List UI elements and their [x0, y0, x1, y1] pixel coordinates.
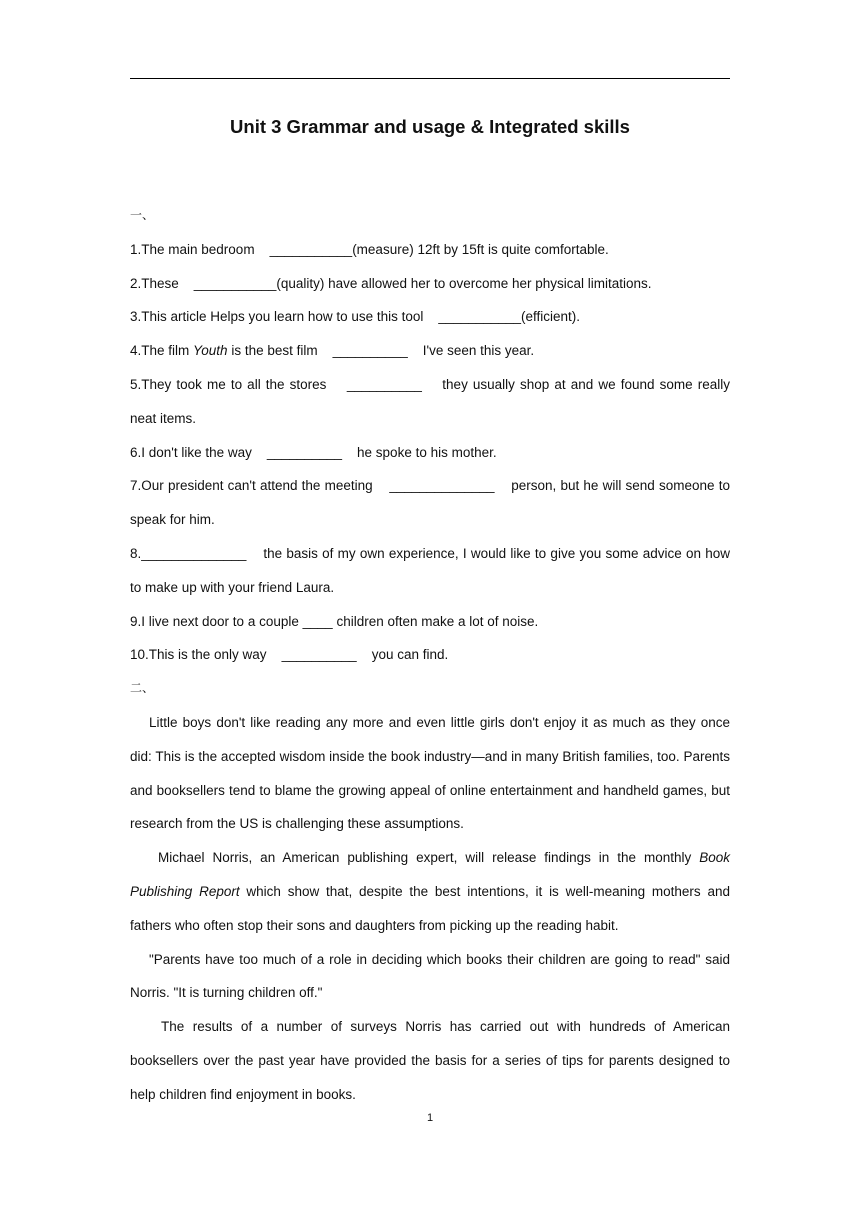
question-9: 9.I live next door to a couple ____ children often make a lot of noise.: [130, 613, 539, 629]
answer-blank: __________: [266, 444, 343, 460]
page-title: Unit 3 Grammar and usage & Integrated skills: [230, 116, 630, 137]
answer-blank: __________: [281, 647, 357, 663]
question-5: 5.They took me to all the stores __________ they usually shop at and we found some really neat items.: [130, 376, 730, 426]
section-label: 一、: [130, 208, 155, 222]
answer-blank: ___________: [438, 309, 522, 325]
question-8: 8.______________ the basis of my own experience, I would like to give you some advice on how to make up with your friend Laura.: [130, 545, 730, 595]
question-1: 1.The main bedroom ___________(measure) 12ft by 15ft is quite comfortable.: [130, 241, 609, 257]
answer-blank: __________: [332, 343, 408, 359]
question-10: 10.This is the only way __________ you can find.: [130, 647, 449, 663]
answer-blank: __________: [346, 376, 422, 392]
passage-paragraph-1: Little boys don't like reading any more and even little girls don't enjoy it as much as they once did: This is the accepted wisdom inside the book industry—and in many British families, too. Parents and booksellers tend to blame the growing appeal of online entertainment and handheld games, but research from the US is challenging these assumptions.: [130, 714, 730, 832]
answer-blank: ___________: [193, 275, 277, 291]
question-2: 2.These ___________(quality) have allowed her to overcome her physical limitations.: [130, 275, 652, 291]
answer-blank: ____: [302, 613, 333, 629]
answer-blank: ______________: [141, 545, 247, 561]
document-body: [130, 199, 730, 1112]
header-rule: [130, 78, 730, 79]
answer-blank: ___________: [269, 241, 353, 257]
passage-paragraph-3: "Parents have too much of a role in deciding which books their children are going to read" said Norris. "It is turning children off.": [130, 951, 730, 1001]
question-3: 3.This article Helps you learn how to use this tool ___________(efficient).: [130, 309, 581, 325]
question-4: 4.The film Youth is the best film __________ I've seen this year.: [130, 343, 535, 359]
question-6: 6.I don't like the way __________ he spoke to his mother.: [130, 444, 497, 460]
answer-blank: ______________: [389, 478, 495, 494]
section-label: 二、: [130, 681, 155, 696]
passage-paragraph-4: The results of a number of surveys Norris has carried out with hundreds of American booksellers over the past year have provided the basis for a series of tips for parents designed to help children find enjoyment in books.: [130, 1019, 730, 1102]
question-7: 7.Our president can't attend the meeting ______________ person, but he will send someone to speak for him.: [130, 478, 730, 528]
passage-paragraph-2: Michael Norris, an American publishing expert, will release findings in the monthly Book Publishing Report which show that, despite the best intentions, it is well-meaning mothers and fathers who often stop their sons and daughters from picking up the reading habit.: [130, 850, 730, 933]
page-number: 1: [426, 1112, 434, 1124]
